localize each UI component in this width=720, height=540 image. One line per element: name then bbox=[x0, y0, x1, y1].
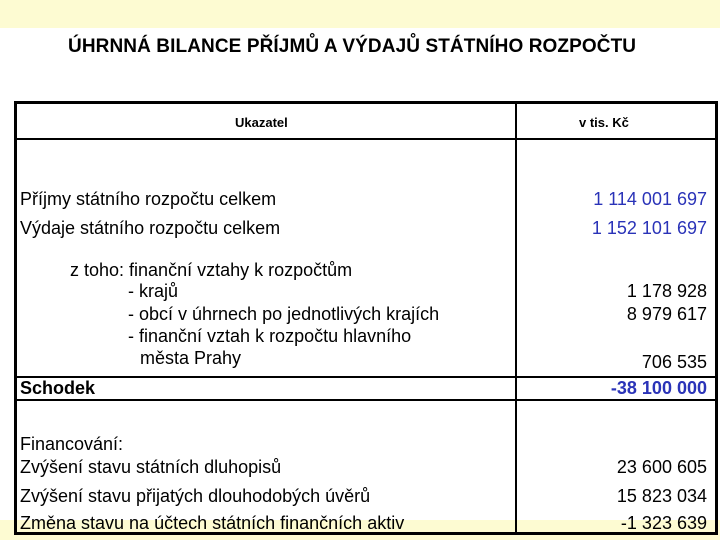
row-prijmy-label: Příjmy státního rozpočtu celkem bbox=[20, 189, 277, 209]
row-dluhopisy-label: Zvýšení stavu státních dluhopisů bbox=[20, 457, 282, 477]
row-aktiva-value: -1 323 639 bbox=[620, 513, 707, 533]
row-schodek-label: Schodek bbox=[20, 378, 96, 398]
row-vydaje-value: 1 152 101 697 bbox=[591, 218, 707, 238]
budget-table bbox=[14, 101, 718, 535]
row-dluhopisy-value: 23 600 605 bbox=[616, 457, 707, 477]
schodek-bottom-divider bbox=[17, 399, 715, 401]
row-financovani-label: Financování: bbox=[20, 434, 124, 454]
row-uvery-value: 15 823 034 bbox=[616, 486, 707, 506]
header-ukazatel: Ukazatel bbox=[235, 115, 288, 130]
header-divider bbox=[17, 138, 715, 140]
row-schodek-value: -38 100 000 bbox=[610, 378, 707, 398]
row-aktiva-label: Změna stavu na účtech státních finančních aktiv bbox=[20, 513, 405, 533]
column-divider bbox=[515, 104, 517, 532]
slide bbox=[0, 28, 720, 533]
row-obci-label: - obcí v úhrnech po jednotlivých krajích bbox=[128, 304, 440, 324]
row-praha-label-2: města Prahy bbox=[140, 348, 242, 368]
header-unit: v tis. Kč bbox=[579, 115, 629, 130]
row-kraju-label: - krajů bbox=[128, 281, 179, 301]
row-kraju-value: 1 178 928 bbox=[626, 281, 707, 301]
row-vydaje-label: Výdaje státního rozpočtu celkem bbox=[20, 218, 281, 238]
row-obci-value: 8 979 617 bbox=[626, 304, 707, 324]
row-uvery-label: Zvýšení stavu přijatých dlouhodobých úvěrů bbox=[20, 486, 371, 506]
row-praha-value: 706 535 bbox=[641, 352, 707, 372]
row-praha-label-1: - finanční vztah k rozpočtu hlavního bbox=[128, 326, 412, 346]
row-ztoho-label: z toho: finanční vztahy k rozpočtům bbox=[70, 260, 353, 280]
page-title: ÚHRNNÁ BILANCE PŘÍJMŮ A VÝDAJŮ STÁTNÍHO ROZPOČTU bbox=[68, 36, 637, 57]
row-prijmy-value: 1 114 001 697 bbox=[593, 189, 707, 209]
